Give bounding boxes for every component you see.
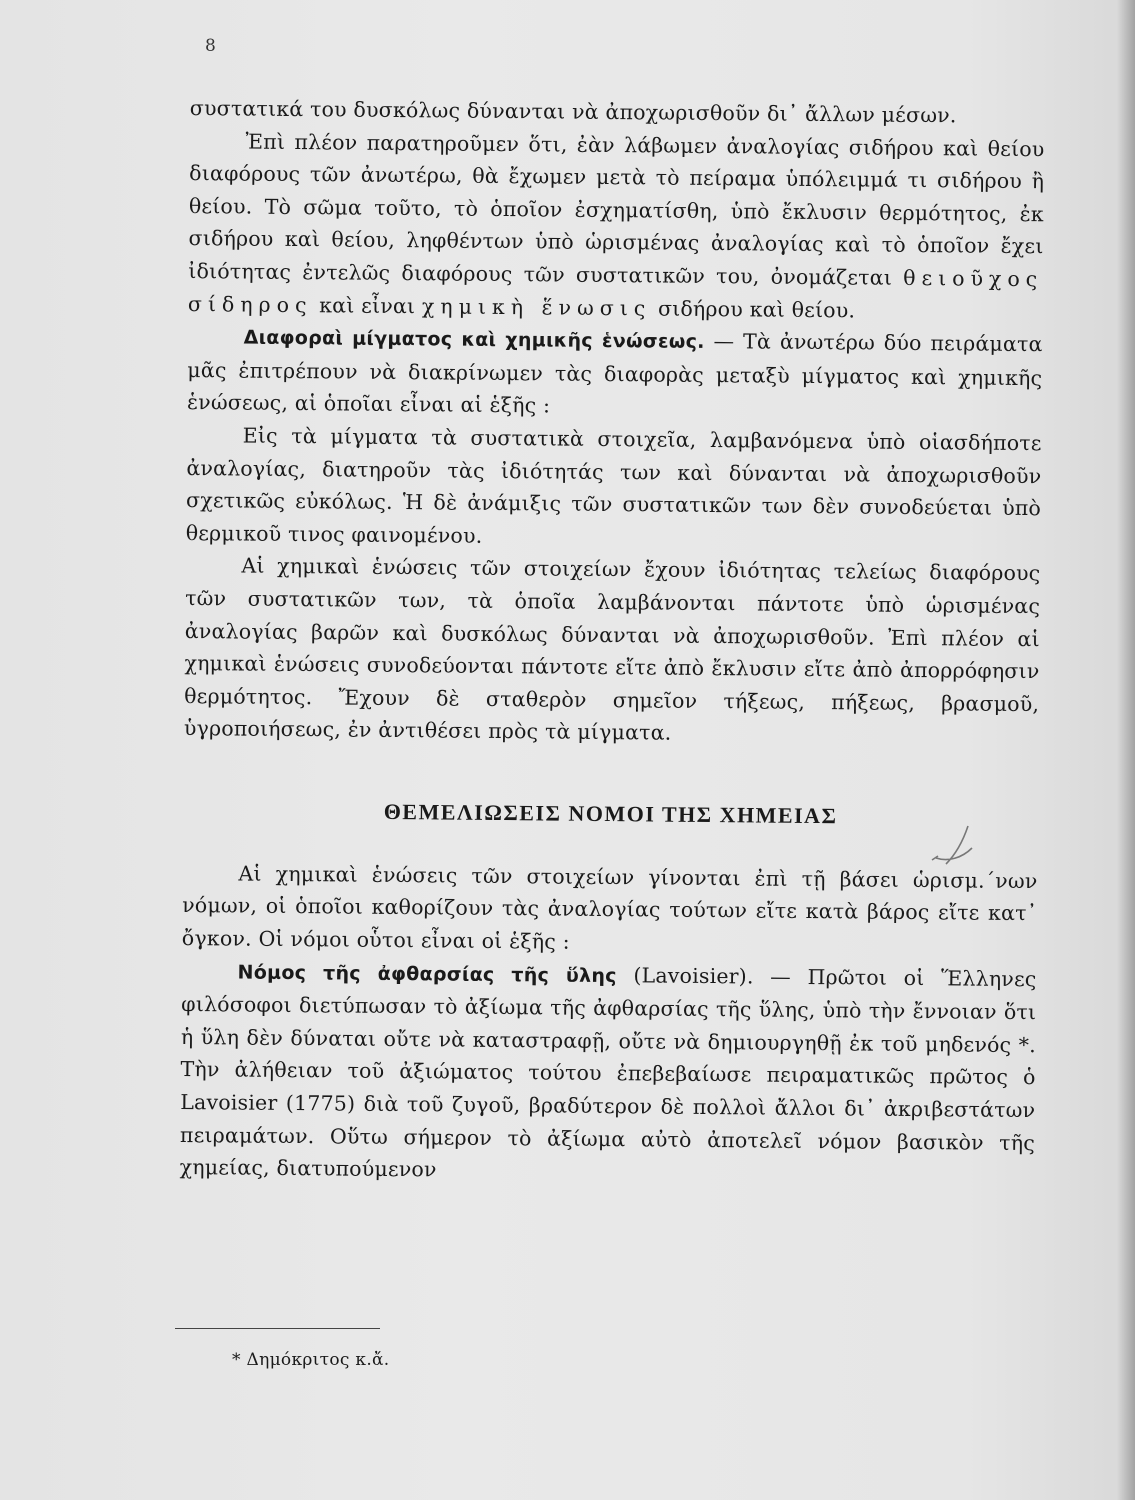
section-heading: ΘΕΜΕΛΙΩΣΕΙΣ ΝΟΜΟΙ ΤΗΣ ΧΗΜΕΙΑΣ xyxy=(383,798,838,829)
footnote-divider xyxy=(175,1328,380,1329)
term-iron-sulfide: θειοῦχος σίδηρος xyxy=(187,265,1044,317)
paragraph-3 xyxy=(187,320,1043,427)
paragraph-2-part-c: σιδήρου καὶ θείου. xyxy=(657,296,856,322)
paragraph-1: συστατικά του δυσκόλως δύνανται νὰ ἀποχωρισθοῦν δι᾽ ἄλλων μέσων. xyxy=(189,95,957,128)
footnote: * Δημόκριτος κ.ἄ. xyxy=(232,1350,390,1370)
term-chemical-compound: χημικὴ ἕνωσις xyxy=(421,293,652,321)
page-number: 8 xyxy=(205,36,216,56)
paragraph-2 xyxy=(188,125,1045,329)
paragraph-3-text: — Τὰ ἀνωτέρω δύο πειράματα μᾶς ἐπιτρέπουν νὰ διακρίνωμεν τὰς διαφορὰς μεταξὺ μίγματος καὶ χημικῆς ἑνώσεως, αἱ ὁποῖαι εἶναι αἱ ἑξῆς : xyxy=(186,329,1043,418)
paragraph-4: Εἰς τὰ μίγματα τὰ συστατικὰ στοιχεῖα, λαμβανόμενα ὑπὸ οἱασδήποτε ἀναλογίας, διατηροῦν τὰς ἰδιότητάς των καὶ δύνανται νὰ ἀποχωρισθοῦν σχετικῶς εὐκόλως. Ἡ δὲ ἀνάμιξις τῶν συστατικῶν των δὲν συνοδεύεται ὑπὸ θερμικοῦ τινος φαινομένου. xyxy=(185,423,1042,548)
paragraph-7 xyxy=(180,955,1037,1192)
subheading-conservation-law: Νόμος τῆς ἀφθαρσίας τῆς ὕλης xyxy=(237,961,617,987)
pencil-mark-icon xyxy=(928,818,988,870)
lavoisier-name: (Lavoisier). xyxy=(633,962,754,989)
body-text xyxy=(180,92,1045,1192)
paragraph-7-text: — Πρῶτοι οἱ Ἕλληνες φιλόσοφοι διετύπωσαν τὸ ἀξίωμα τῆς ἀφθαρσίας τῆς ὕλης, ὑπὸ τὴν ἔννοιαν ὅτι ἡ ὕλη δὲν δύναται οὔτε νὰ καταστραφῇ, οὔτε νὰ δημιουργηθῇ ἐκ τοῦ μηδενός *. Τὴν ἀλήθειαν τοῦ ἀξιώματος τούτου ἐπεβεβαίωσε πειραματικῶς πρῶτος ὁ Lavoisier (1775) διὰ τοῦ ζυγοῦ, βραδύτερον δὲ πολλοὶ ἄλλοι δι᾽ ἀκριβεστάτων πειραμάτων. Οὕτω σήμερον τὸ ἀξίωμα αὐτὸ ἀποτελεῖ νόμον βασικὸν τῆς χημείας, διατυπούμενον xyxy=(179,964,1037,1182)
paragraph-2-part-b: καὶ εἶναι xyxy=(319,292,416,318)
subheading-differences: Διαφοραὶ μίγματος καὶ χημικῆς ἑνώσεως. xyxy=(243,326,705,354)
paragraph-2-part-a: Ἐπὶ πλέον παρατηροῦμεν ὅτι, ἐὰν λάβωμεν ἀναλογίας σιδήρου καὶ θείου διαφόρους τῶν ἀνωτέρω, θὰ ἔχωμεν μετὰ τὸ πείραμα ὑπόλειμμά τι σιδήρου ἢ θείου. Τὸ σῶμα τοῦτο, τὸ ὁποῖον ἐσχηματίσθη, ὑπὸ ἔκλυσιν θερμότητος, ἐκ σιδήρου καὶ θείου, ληφθέντων ὑπὸ ὡρισμένας ἀναλογίας καὶ τὸ ὁποῖον ἔχει ἰδιότητας ἐντελῶς διαφόρους τῶν συστατικῶν του, ὀνομάζεται xyxy=(188,129,1045,290)
paragraph-5: Αἱ χημικαὶ ἑνώσεις τῶν στοιχείων ἔχουν ἰδιότητας τελείως διαφόρους τῶν συστατικῶν των, τὰ ὁποῖα λαμβάνονται πάντοτε ὑπὸ ὡρισμένας ἀναλογίας βαρῶν καὶ δυσκόλως δύνανται νὰ ἀποχωρισθοῦν. Ἐπὶ πλέον αἱ χημικαὶ ἑνώσεις συνοδεύονται πάντοτε εἴτε ἀπὸ ἔκλυσιν εἴτε ἀπὸ ἀπορρόφησιν θερμότητος. Ἔχουν δὲ σταθερὸν σημεῖον τήξεως, πήξεως, βρασμοῦ, ὑγροποιήσεως, ἐν ἀντιθέσει πρὸς τὰ μίγματα. xyxy=(183,553,1041,745)
page-edge-shadow xyxy=(1117,0,1135,1500)
paragraph-6: Αἱ χημικαὶ ἑνώσεις τῶν στοιχείων γίνονται ἐπὶ τῇ βάσει ὡρισμ.´νων νόμων, οἱ ὁποῖοι καθορίζουν τὰς ἀναλογίας τούτων εἴτε κατὰ βάρος εἴτε κατ᾽ ὄγκον. Οἱ νόμοι οὗτοι εἶναι οἱ ἑξῆς : xyxy=(181,861,1038,954)
